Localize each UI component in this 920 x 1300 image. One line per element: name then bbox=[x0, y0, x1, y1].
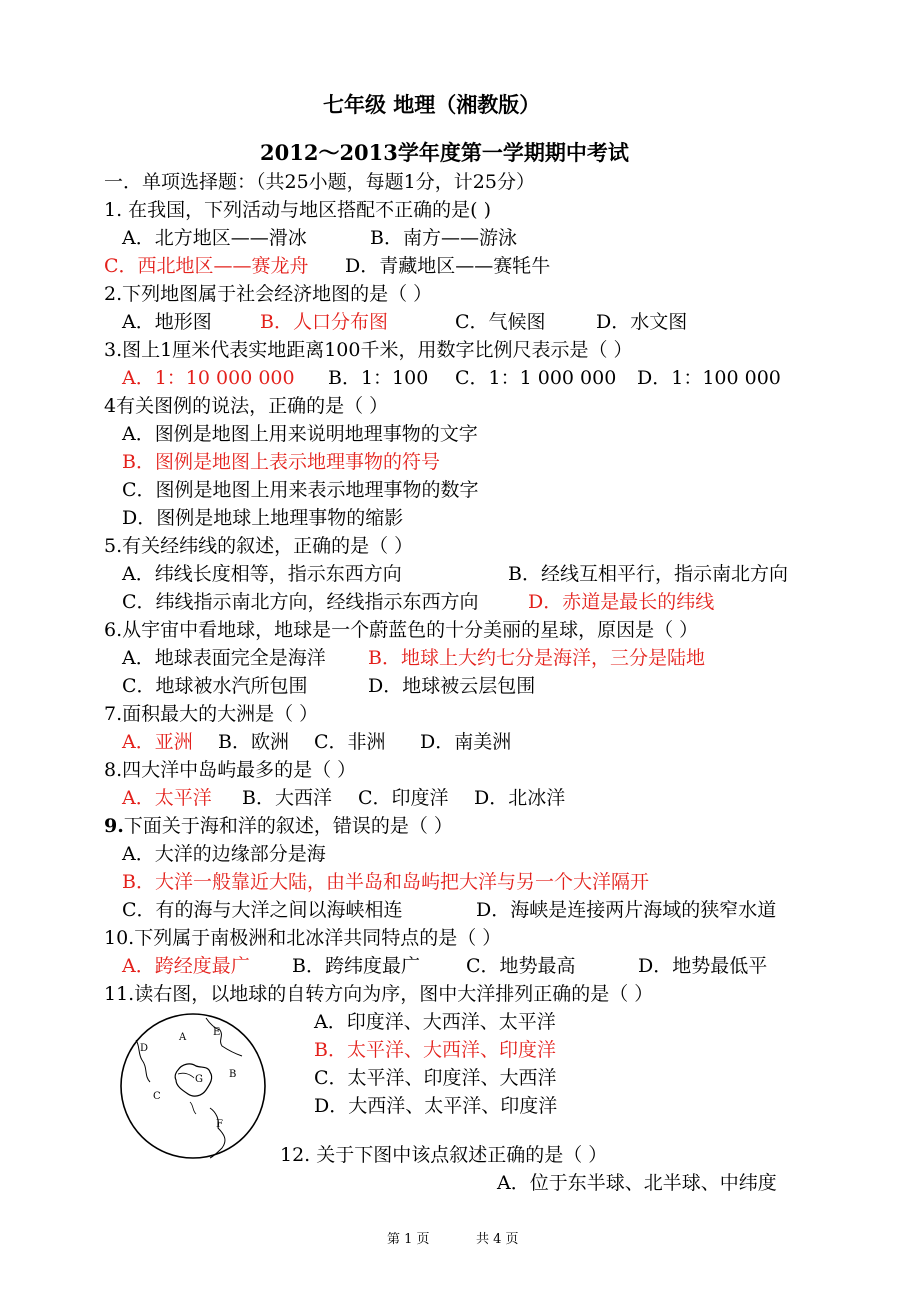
question-6-stem: 6.从宇宙中看地球，地球是一个蔚蓝色的十分美丽的星球，原因是（ ） bbox=[104, 619, 699, 641]
question-3-option-a-answer: A．1：10 000 000 bbox=[122, 367, 295, 389]
question-9-number: 9. bbox=[104, 815, 124, 837]
question-1-option-c-answer: C．西北地区——赛龙舟 bbox=[104, 255, 309, 277]
question-3-option-c: C．1：1 000 000 bbox=[455, 367, 617, 389]
question-5-option-a: A．纬线长度相等，指示东西方向 bbox=[122, 563, 402, 585]
question-1-option-b: B．南方——游泳 bbox=[370, 227, 517, 249]
question-7-option-c: C．非洲 bbox=[314, 731, 386, 753]
map-label-c: C bbox=[153, 1091, 161, 1102]
question-3-stem: 3.图上1厘米代表实地距离100千米，用数字比例尺表示是（ ） bbox=[104, 339, 633, 361]
page-title: 七年级 地理（湘教版） bbox=[323, 92, 541, 117]
question-1-option-d: D．青藏地区——赛牦牛 bbox=[345, 255, 551, 277]
question-11-option-a: A．印度洋、大西洋、太平洋 bbox=[314, 1011, 556, 1033]
exam-subtitle: 2012～2013学年度第一学期期中考试 bbox=[260, 140, 629, 165]
map-label-f: F bbox=[216, 1119, 223, 1130]
question-6-option-a: A．地球表面完全是海洋 bbox=[122, 647, 326, 669]
section-heading: 一．单项选择题：（共25小题，每题1分，计25分） bbox=[104, 171, 535, 193]
globe-outline bbox=[121, 1014, 265, 1158]
map-label-b: B bbox=[229, 1069, 237, 1080]
page-number: 第 1 页 bbox=[387, 1232, 430, 1247]
question-9-option-a: A．大洋的边缘部分是海 bbox=[122, 843, 326, 865]
question-4-option-b-answer: B．图例是地图上表示地理事物的符号 bbox=[122, 451, 440, 473]
question-7-option-a-answer: A．亚洲 bbox=[122, 731, 193, 753]
map-label-a: A bbox=[179, 1032, 187, 1043]
question-7-option-d: D．南美洲 bbox=[420, 731, 512, 753]
question-11-option-b-answer: B．太平洋、大西洋、印度洋 bbox=[314, 1039, 556, 1061]
question-6-option-c: C．地球被水汽所包围 bbox=[122, 675, 308, 697]
question-4-option-d: D．图例是地球上地理事物的缩影 bbox=[122, 507, 404, 529]
question-5-option-d-answer: D．赤道是最长的纬线 bbox=[528, 591, 715, 613]
question-2-stem: 2.下列地图属于社会经济地图的是（ ） bbox=[104, 283, 433, 305]
question-2-option-a: A．地形图 bbox=[122, 311, 212, 333]
question-4-option-a: A．图例是地图上用来说明地理事物的文字 bbox=[122, 423, 478, 445]
map-label-d: D bbox=[140, 1043, 149, 1054]
question-8-option-c: C．印度洋 bbox=[358, 787, 449, 809]
question-10-option-b: B．跨纬度最广 bbox=[292, 955, 420, 977]
question-9-stem bbox=[104, 814, 453, 838]
south-pole-globe-figure bbox=[118, 1010, 268, 1162]
question-10-option-d: D．地势最低平 bbox=[638, 955, 768, 977]
question-9-option-b-answer: B．大洋一般靠近大陆，由半岛和岛屿把大洋与另一个大洋隔开 bbox=[122, 871, 649, 893]
question-4-option-c: C．图例是地图上用来表示地理事物的数字 bbox=[122, 479, 479, 501]
question-8-option-a-answer: A．太平洋 bbox=[122, 787, 212, 809]
question-11-option-c: C．太平洋、印度洋、大西洋 bbox=[314, 1067, 557, 1089]
question-11-stem: 11.读右图，以地球的自转方向为序，图中大洋排列正确的是（ ） bbox=[104, 983, 654, 1005]
question-9-text: 下面关于海和洋的叙述，错误的是（ ） bbox=[123, 815, 453, 837]
question-10-stem: 10.下列属于南极洲和北冰洋共同特点的是（ ） bbox=[104, 927, 502, 949]
question-1-stem: 1. 在我国，下列活动与地区搭配不正确的是( ) bbox=[104, 199, 492, 221]
question-5-stem: 5.有关经纬线的叙述，正确的是（ ） bbox=[104, 535, 414, 557]
question-6-option-d: D．地球被云层包围 bbox=[368, 675, 536, 697]
question-8-option-b: B．大西洋 bbox=[242, 787, 332, 809]
question-3-option-b: B．1：100 bbox=[328, 367, 429, 389]
question-9-option-d: D．海峡是连接两片海域的狭窄水道 bbox=[476, 899, 777, 921]
question-12-option-a: A．位于东半球、北半球、中纬度 bbox=[497, 1172, 777, 1194]
question-10-option-a-answer: A．跨经度最广 bbox=[122, 955, 250, 977]
question-1-option-a: A．北方地区——滑冰 bbox=[122, 227, 307, 249]
question-8-option-d: D．北冰洋 bbox=[474, 787, 566, 809]
map-label-g: G bbox=[195, 1074, 203, 1085]
question-6-option-b-answer: B．地球上大约七分是海洋，三分是陆地 bbox=[368, 647, 705, 669]
question-12-stem: 12. 关于下图中该点叙述正确的是（ ） bbox=[280, 1144, 608, 1166]
question-9-option-c: C．有的海与大洋之间以海峡相连 bbox=[122, 899, 403, 921]
map-label-e: E bbox=[213, 1027, 221, 1038]
question-4-stem: 4有关图例的说法，正确的是（ ） bbox=[104, 395, 389, 417]
question-8-stem: 8.四大洋中岛屿最多的是（ ） bbox=[104, 759, 357, 781]
question-3-option-d: D．1：100 000 bbox=[637, 367, 781, 389]
question-2-option-c: C．气候图 bbox=[455, 311, 546, 333]
question-7-stem: 7.面积最大的大洲是（ ） bbox=[104, 703, 319, 725]
question-5-option-c: C．纬线指示南北方向，经线指示东西方向 bbox=[122, 591, 479, 613]
question-2-option-d: D．水文图 bbox=[596, 311, 688, 333]
question-11-option-d: D．大西洋、太平洋、印度洋 bbox=[314, 1095, 558, 1117]
question-10-option-c: C．地势最高 bbox=[466, 955, 576, 977]
question-7-option-b: B．欧洲 bbox=[218, 731, 289, 753]
question-2-option-b-answer: B．人口分布图 bbox=[260, 311, 388, 333]
question-5-option-b: B．经线互相平行，指示南北方向 bbox=[508, 563, 788, 585]
page-total: 共 4 页 bbox=[476, 1232, 519, 1247]
